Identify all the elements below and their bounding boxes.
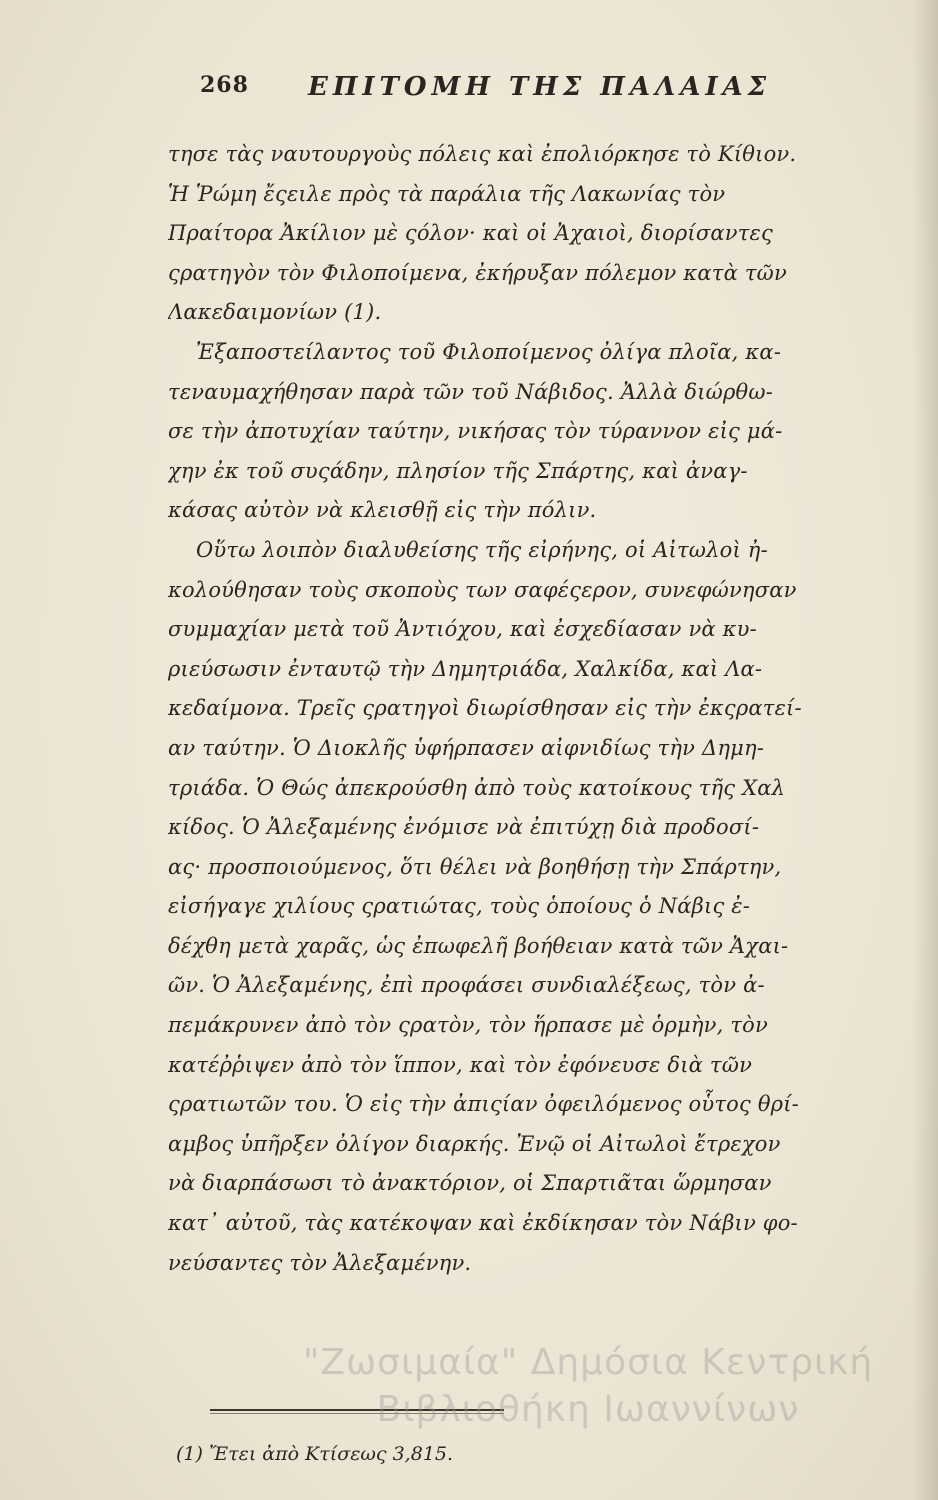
page-edge-shadow: [912, 0, 938, 1500]
page-number: 268: [200, 72, 249, 98]
library-watermark-line1: "Ζωσιμαία" Δημόσια Κεντρική: [302, 1342, 874, 1383]
text-line: τεναυμαχήθησαν παρὰ τῶν τοῦ Νάβιδος. Ἀλλὰ διώρθω-: [168, 379, 773, 404]
text-line: τριάδα. Ὁ Θώς ἀπεκρούσθη ἀπὸ τοὺς κατοίκους τῆς Χαλ: [168, 775, 786, 800]
text-line: κεδαίμονα. Τρεῖς ςρατηγοὶ διωρίσθησαν εἰς τὴν ἐκςρατεί-: [168, 696, 802, 721]
text-line: κολούθησαν τοὺς σκοποὺς των σαφέςερον, συνεφώνησαν: [168, 577, 797, 602]
text-line: Οὕτω λοιπὸν διαλυθείσης τῆς εἰρήνης, οἱ Αἰτωλοὶ ἠ-: [196, 537, 768, 562]
page-header: [200, 72, 772, 112]
text-line: ριεύσωσιν ἐνταυτῷ τὴν Δημητριάδα, Χαλκίδα, καὶ Λα-: [168, 656, 763, 681]
body-text: [168, 135, 838, 1283]
text-line: Λακεδαιμονίων (1).: [168, 300, 382, 325]
footnote: (1) Ἔτει ἀπὸ Κτίσεως 3,815.: [176, 1443, 454, 1465]
text-line: ας· προσποιούμενος, ὅτι θέλει νὰ βοηθήσῃ τὴν Σπάρτην,: [168, 854, 782, 879]
text-line: Ἐξαποστείλαντος τοῦ Φιλοποίμενος ὀλίγα πλοῖα, κα-: [196, 339, 782, 364]
text-line: αν ταύτην. Ὁ Διοκλῆς ὑφήρπασεν αἰφνιδίως τὴν Δημη-: [168, 735, 765, 760]
text-line: δέχθη μετὰ χαρᾶς, ὡς ἐπωφελῆ βοήθειαν κατὰ τῶν Ἀχαι-: [168, 933, 789, 958]
text-line: αμβος ὑπῆρξεν ὀλίγον διαρκής. Ἐνῷ οἱ Αἰτωλοὶ ἔτρεχον: [168, 1131, 781, 1156]
text-line: εἰσήγαγε χιλίους ςρατιώτας, τοὺς ὁποίους ὁ Νάβις ἐ-: [168, 894, 751, 919]
text-line: σε τὴν ἀποτυχίαν ταύτην, νικήσας τὸν τύραννον εἰς μά-: [168, 419, 783, 444]
text-line: κατέῤῥιψεν ἀπὸ τὸν ἵππον, καὶ τὸν ἐφόνευσε διὰ τῶν: [168, 1052, 753, 1077]
text-line: κίδος. Ὁ Ἀλεξαμένης ἐνόμισε νὰ ἐπιτύχῃ διὰ προδοσί-: [168, 815, 760, 840]
text-line: κατ᾽ αὐτοῦ, τὰς κατέκοψαν καὶ ἐκδίκησαν τὸν Νάβιν φο-: [168, 1211, 798, 1236]
text-line: τησε τὰς ναυτουργοὺς πόλεις καὶ ἐπολιόρκησε τὸ Κίθιον.: [168, 142, 797, 166]
running-title: ΕΠΙΤΟΜΗ ΤΗΣ ΠΑΛΑΙΑΣ: [308, 72, 772, 102]
text-line: νεύσαντες τὸν Ἀλεξαμένην.: [168, 1250, 472, 1275]
text-line: κάσας αὐτὸν νὰ κλεισθῇ εἰς τὴν πόλιν.: [168, 498, 597, 523]
library-watermark-line2: Βιβλιοθήκη Ιωαννίνων: [376, 1389, 800, 1430]
text-line: νὰ διαρπάσωσι τὸ ἀνακτόριον, οἱ Σπαρτιᾶται ὥρμησαν: [168, 1171, 772, 1196]
text-line: Πραίτορα Ἀκίλιον μὲ ςόλον· καὶ οἱ Ἀχαιοὶ, διορίσαντες: [168, 221, 773, 246]
text-line: ῶν. Ὁ Ἀλεξαμένης, ἐπὶ προφάσει συνδιαλέξεως, τὸν ἀ-: [168, 973, 765, 998]
text-line: ςρατηγὸν τὸν Φιλοποίμενα, ἐκήρυξαν πόλεμον κατὰ τῶν: [168, 260, 787, 285]
text-line: ςρατιωτῶν του. Ὁ εἰς τὴν ἀπιςίαν ὀφειλόμενος οὗτος θρί-: [168, 1092, 799, 1117]
text-line: πεμάκρυνεν ἀπὸ τὸν ςρατὸν, τὸν ἥρπασε μὲ ὁρμὴν, τὸν: [168, 1013, 768, 1038]
text-line: Ἡ Ῥώμη ἔςειλε πρὸς τὰ παράλια τῆς Λακωνίας τὸν: [168, 181, 726, 206]
text-line: χην ἐκ τοῦ συςάδην, πλησίον τῆς Σπάρτης, καὶ ἀναγ-: [168, 458, 748, 483]
text-line: συμμαχίαν μετὰ τοῦ Ἀντιόχου, καὶ ἐσχεδίασαν νὰ κυ-: [168, 617, 757, 642]
